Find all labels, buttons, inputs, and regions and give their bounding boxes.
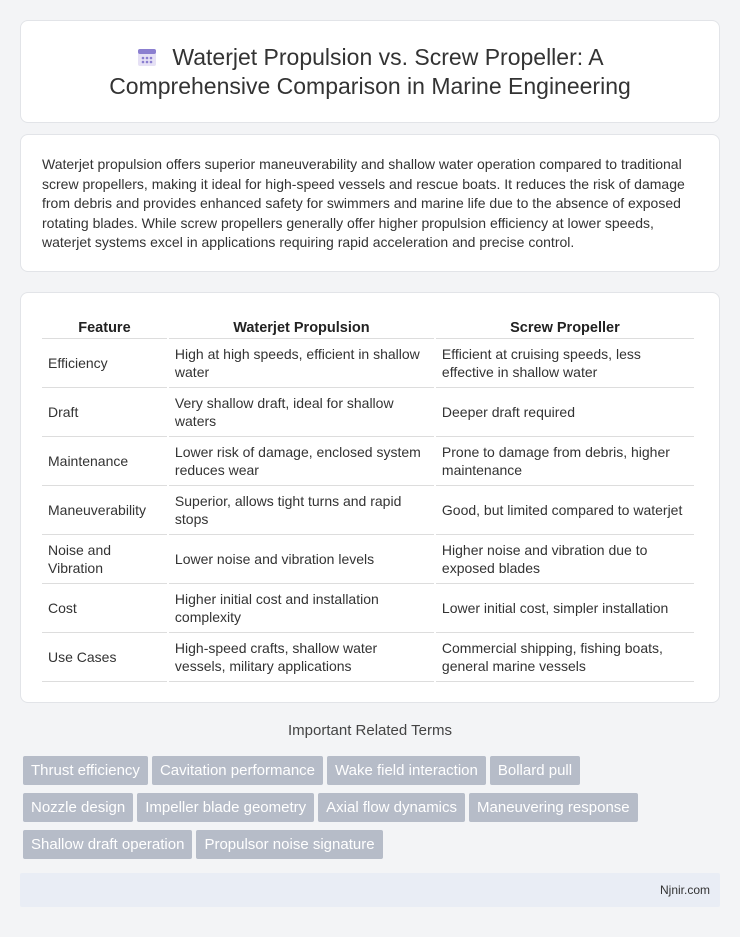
waterjet-cell: Higher initial cost and installation complexity [169, 584, 434, 633]
related-term-tag[interactable]: Thrust efficiency [23, 756, 148, 785]
header-screw: Screw Propeller [436, 313, 694, 339]
feature-cell: Efficiency [42, 339, 167, 388]
table-row [42, 339, 694, 388]
related-term-tag[interactable]: Axial flow dynamics [318, 793, 465, 822]
waterjet-cell: Superior, allows tight turns and rapid stops [169, 486, 434, 535]
feature-cell: Maintenance [42, 437, 167, 486]
feature-cell: Cost [42, 584, 167, 633]
feature-cell: Noise and Vibration [42, 535, 167, 584]
related-terms-heading: Important Related Terms [288, 722, 452, 739]
related-terms-list [23, 756, 723, 867]
screw-cell: Higher noise and vibration due to exposed blades [436, 535, 694, 584]
table-row [42, 486, 694, 535]
waterjet-cell: Lower noise and vibration levels [169, 535, 434, 584]
title-card [20, 20, 720, 123]
related-term-tag[interactable]: Maneuvering response [469, 793, 638, 822]
waterjet-cell: High-speed crafts, shallow water vessels, military applications [169, 633, 434, 682]
table-row [42, 388, 694, 437]
related-term-tag[interactable]: Impeller blade geometry [137, 793, 314, 822]
feature-cell: Maneuverability [42, 486, 167, 535]
comparison-card [20, 292, 720, 703]
related-term-tag[interactable]: Propulsor noise signature [196, 830, 382, 859]
table-row [42, 633, 694, 682]
waterjet-cell: Lower risk of damage, enclosed system reduces wear [169, 437, 434, 486]
table-header-row [42, 313, 694, 339]
related-term-tag[interactable]: Wake field interaction [327, 756, 486, 785]
feature-cell: Draft [42, 388, 167, 437]
screw-cell: Good, but limited compared to waterjet [436, 486, 694, 535]
waterjet-cell: High at high speeds, efficient in shallow water [169, 339, 434, 388]
summary-card [20, 134, 720, 272]
related-term-tag[interactable]: Nozzle design [23, 793, 133, 822]
screw-cell: Deeper draft required [436, 388, 694, 437]
page-title-text: Waterjet Propulsion vs. Screw Propeller: A Comprehensive Comparison in Marine Engineering [109, 43, 631, 99]
footer-site-link[interactable]: Njnir.com [659, 883, 710, 897]
screw-cell: Efficient at cruising speeds, less effective in shallow water [436, 339, 694, 388]
comparison-table [40, 313, 696, 682]
screw-cell: Commercial shipping, fishing boats, general marine vessels [436, 633, 694, 682]
related-term-tag[interactable]: Bollard pull [490, 756, 580, 785]
related-term-tag[interactable]: Shallow draft operation [23, 830, 192, 859]
calendar-icon [136, 46, 158, 68]
header-waterjet: Waterjet Propulsion [169, 313, 434, 339]
table-row [42, 535, 694, 584]
footer [20, 873, 720, 907]
screw-cell: Prone to damage from debris, higher maintenance [436, 437, 694, 486]
related-term-tag[interactable]: Cavitation performance [152, 756, 323, 785]
table-row [42, 437, 694, 486]
summary-text: Waterjet propulsion offers superior maneuverability and shallow water operation compared to traditional screw propellers, making it ideal for high-speed vessels and rescue boats. It reduces the risk of damage from debris and provides enhanced safety for swimmers and marine life due to the absence of exposed rotating blades. While screw propellers generally offer higher propulsion efficiency at lower speeds, waterjet systems excel in applications requiring rapid acceleration and precise control. [42, 156, 685, 250]
header-feature: Feature [42, 313, 167, 339]
feature-cell: Use Cases [42, 633, 167, 682]
screw-cell: Lower initial cost, simpler installation [436, 584, 694, 633]
waterjet-cell: Very shallow draft, ideal for shallow waters [169, 388, 434, 437]
table-row [42, 584, 694, 633]
page-title [21, 43, 719, 101]
